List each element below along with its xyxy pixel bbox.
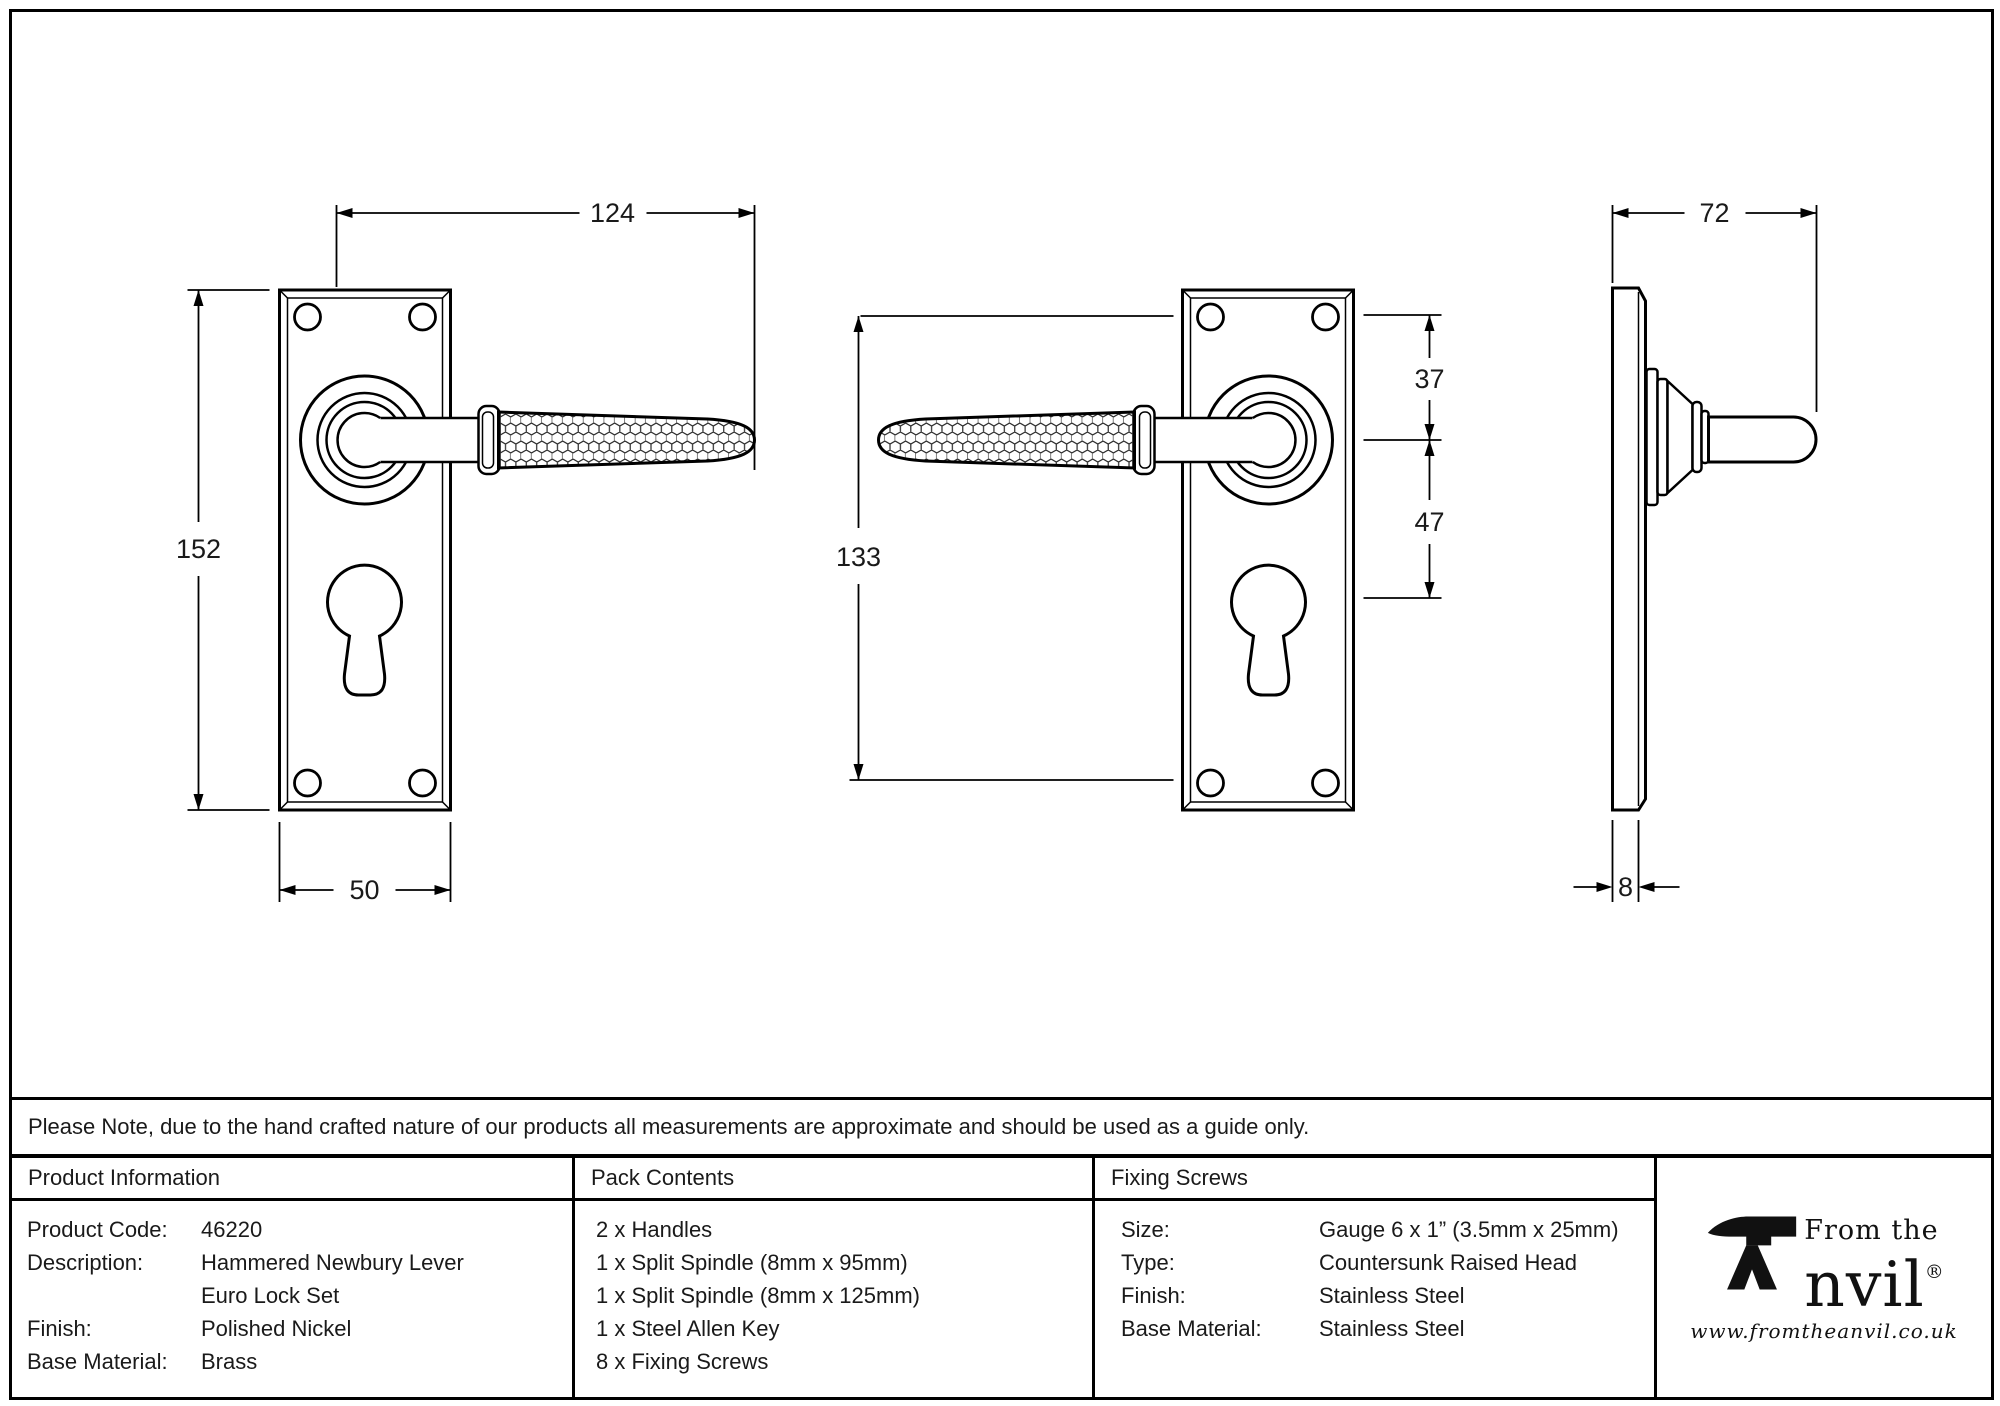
table-row: [1095, 1279, 1654, 1312]
front-view-left-lever: [879, 290, 1354, 810]
row-value: Stainless Steel: [1319, 1283, 1465, 1308]
product-table: [12, 1158, 1991, 1397]
pack-contents-body: [575, 1201, 1092, 1378]
brand-prefix: From the: [1804, 1214, 1939, 1246]
table-row: [1095, 1246, 1654, 1279]
note-text: Please Note, due to the hand crafted nature of our products all measurements are approximate and should be used as a guide only.: [28, 1114, 1310, 1139]
row-label: Type:: [1121, 1250, 1175, 1275]
row-label: Size:: [1121, 1217, 1170, 1242]
row-label: Finish:: [1121, 1283, 1186, 1308]
pack-contents-header: Pack Contents: [575, 1158, 1092, 1201]
lever-hub: [338, 413, 381, 467]
dim-label-47: 47: [1414, 507, 1445, 537]
column-brand-logo: [1654, 1158, 1991, 1397]
row-label: [12, 1279, 201, 1312]
table-row: [12, 1213, 572, 1246]
row-value: Gauge 6 x 1” (3.5mm x 25mm): [1319, 1217, 1619, 1242]
column-fixing-screws: [1092, 1158, 1654, 1397]
row-value: Euro Lock Set: [201, 1283, 340, 1308]
dimensions-side-view: [1574, 205, 1817, 902]
lever-grip-profile: [1709, 417, 1817, 462]
table-row: [1095, 1213, 1654, 1246]
brand-name-suffix: nvil: [1804, 1247, 1925, 1321]
dim-label-8: 8: [1617, 872, 1634, 902]
row-label: Base Material:: [27, 1349, 168, 1374]
page-border: [9, 9, 1994, 1400]
row-label: Description:: [27, 1250, 144, 1275]
dim-label-50: 50: [349, 875, 380, 905]
list-item: 1 x Steel Allen Key: [596, 1316, 780, 1341]
hammered-lever-grip: [499, 412, 755, 468]
column-product-information: [12, 1158, 572, 1397]
backplate: [280, 290, 451, 810]
row-value: Brass: [201, 1349, 258, 1374]
list-item: 1 x Split Spindle (8mm x 95mm): [596, 1250, 908, 1275]
list-item: 8 x Fixing Screws: [596, 1349, 769, 1374]
brand-name: [1804, 1246, 1944, 1321]
table-row: [1095, 1312, 1654, 1345]
registered-mark: ®: [1924, 1260, 1944, 1283]
row-value: Polished Nickel: [201, 1316, 352, 1341]
backplate: [1183, 290, 1354, 810]
row-value: Countersunk Raised Head: [1319, 1250, 1578, 1275]
row-value: 46220: [201, 1217, 263, 1242]
table-row: [12, 1312, 572, 1345]
row-value: Stainless Steel: [1319, 1316, 1465, 1341]
anvil-icon: [1704, 1213, 1800, 1293]
dim-label-124: 124: [589, 198, 636, 228]
lever-hub: [1253, 413, 1296, 467]
dim-label-152: 152: [175, 534, 222, 564]
fixing-screws-body: [1095, 1201, 1654, 1345]
note-bar: [12, 1100, 1991, 1158]
row-label: Finish:: [27, 1316, 92, 1341]
table-row: [12, 1279, 572, 1312]
column-pack-contents: [572, 1158, 1092, 1397]
side-profile-view: [1613, 288, 1817, 810]
rose-profile: [1647, 369, 1709, 505]
product-information-body: [12, 1201, 572, 1378]
hammered-lever-grip: [879, 412, 1135, 468]
list-item: 2 x Handles: [596, 1217, 713, 1242]
fixing-screws-header: Fixing Screws: [1095, 1158, 1654, 1201]
technical-drawing-svg: [12, 12, 1991, 1097]
product-information-header: Product Information: [12, 1158, 572, 1201]
technical-drawing-area: [12, 12, 1991, 1100]
row-label: Base Material:: [1121, 1316, 1262, 1341]
list-item: 1 x Split Spindle (8mm x 125mm): [596, 1283, 920, 1308]
front-view-right-lever: [280, 290, 755, 810]
backplate-profile: [1613, 288, 1646, 810]
row-label: Product Code:: [27, 1217, 168, 1242]
dim-label-37: 37: [1414, 364, 1445, 394]
row-value: Hammered Newbury Lever: [201, 1250, 464, 1275]
dim-label-133: 133: [835, 542, 882, 572]
table-row: [12, 1246, 572, 1279]
brand-logo: [1704, 1213, 1944, 1321]
dimensions-front-view: [188, 205, 755, 902]
table-row: [12, 1345, 572, 1378]
brand-url: www.fromtheanvil.co.uk: [1690, 1318, 1958, 1343]
dim-label-72: 72: [1699, 198, 1730, 228]
brand-logo-text: [1804, 1213, 1944, 1321]
